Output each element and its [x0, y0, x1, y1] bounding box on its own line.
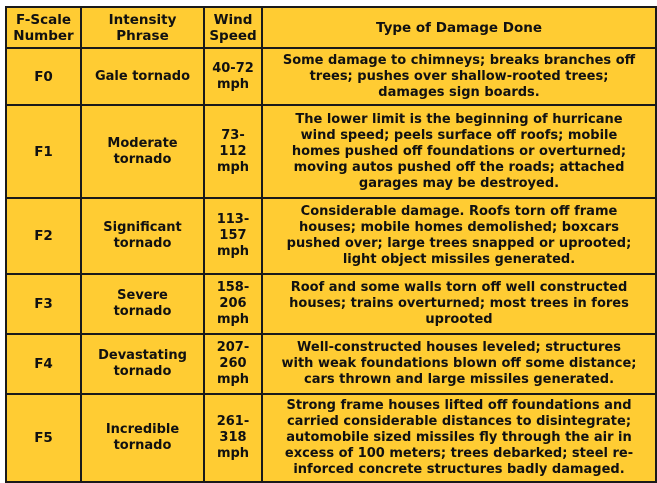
cell-line: Roof and some walls torn off well constructed [290, 280, 628, 295]
intensity-phrase-cell [81, 105, 204, 198]
damage-description-cell [262, 394, 656, 482]
intensity-phrase-cell [81, 48, 204, 105]
header-row [6, 7, 656, 48]
damage-description-cell [262, 334, 656, 394]
header-text: Speed [209, 27, 257, 44]
header-text: F-Scale [15, 11, 72, 28]
header-wind-speed [204, 7, 262, 48]
header-damage-type [262, 7, 656, 48]
cell-line: homes pushed off foundations or overturned; [291, 143, 627, 159]
intensity-phrase-cell [81, 334, 204, 394]
cell-line: automobile sized missiles fly through the air in [286, 430, 632, 445]
fscale-number-cell: F1 [6, 105, 81, 198]
cell-line: pushed over; large trees snapped or uprooted; [286, 236, 632, 251]
damage-description-cell [262, 198, 656, 274]
cell-line: mph [216, 312, 250, 327]
cell-line: excess of 100 meters; trees debarked; steel re- [284, 446, 634, 461]
intensity-phrase-cell [81, 274, 204, 334]
wind-speed-cell [204, 334, 262, 394]
wind-speed-cell [204, 48, 262, 105]
cell-line: uprooted [425, 312, 493, 327]
cell-line: tornado [113, 438, 172, 453]
cell-line: Moderate [107, 135, 178, 151]
intensity-phrase-cell [81, 394, 204, 482]
fscale-number-cell: F5 [6, 394, 81, 482]
intensity-phrase-cell [81, 198, 204, 274]
fscale-number-cell: F2 [6, 198, 81, 274]
cell-line: carried considerable distances to disintegrate; [286, 414, 632, 429]
fscale-number-cell: F3 [6, 274, 81, 334]
cell-line: tornado [113, 364, 172, 379]
cell-line: tornado [113, 304, 172, 319]
cell-line: tornado [113, 151, 172, 167]
header-text: Intensity [108, 11, 177, 28]
cell-line: Significant [103, 220, 182, 235]
damage-description-cell [262, 274, 656, 334]
header-text: Wind [213, 11, 253, 28]
table-row-f5 [6, 394, 656, 482]
cell-line: 206 [219, 296, 247, 311]
cell-line: 261- [216, 414, 250, 429]
cell-line: houses; mobile homes demolished; boxcars [299, 220, 619, 235]
cell-line: Some damage to chimneys; breaks branches off [282, 52, 636, 68]
header-text: Number [13, 27, 74, 44]
table-row-f4 [6, 334, 656, 394]
wind-speed-cell [204, 274, 262, 334]
cell-line: 318 [219, 430, 247, 445]
damage-description-cell [262, 48, 656, 105]
damage-description-cell [262, 105, 656, 198]
cell-line: cars thrown and large missiles generated. [303, 372, 615, 387]
cell-line: Considerable damage. Roofs torn off frame [300, 204, 618, 219]
cell-line: moving autos pushed off the roads; attached [293, 159, 625, 175]
cell-line: 40-72 [212, 60, 254, 76]
cell-line: 158- [216, 280, 250, 295]
cell-line: Well-constructed houses leveled; structures [297, 340, 621, 355]
wind-speed-cell [204, 198, 262, 274]
cell-line: with weak foundations blown off some distance; [281, 356, 637, 371]
cell-line: 157 [219, 228, 247, 243]
table-row-f0 [6, 48, 656, 105]
header-fscale-number [6, 7, 81, 48]
cell-line: 73- [221, 127, 245, 143]
cell-line: 112 [219, 143, 247, 159]
cell-line: mph [216, 244, 250, 259]
cell-line: inforced concrete structures badly damaged. [293, 462, 625, 477]
fujita-scale-table [5, 6, 657, 483]
fscale-number-cell: F0 [6, 48, 81, 105]
cell-line: Gale tornado [94, 68, 191, 84]
cell-line: light object missiles generated. [342, 252, 576, 267]
cell-line: garages may be destroyed. [358, 175, 560, 191]
header-intensity-phrase [81, 7, 204, 48]
cell-line: Strong frame houses lifted off foundations and [286, 398, 632, 413]
fscale-number-cell: F4 [6, 334, 81, 394]
cell-line: wind speed; peels surface off roofs; mobile [300, 127, 618, 143]
fujita-scale-table-container [5, 6, 657, 483]
cell-line: mph [216, 372, 250, 387]
table-row-f2 [6, 198, 656, 274]
cell-line: 260 [219, 356, 247, 371]
header-text: Phrase [116, 27, 169, 44]
cell-line: 207- [216, 340, 250, 355]
table-row-f1 [6, 105, 656, 198]
cell-line: Severe [117, 288, 168, 303]
wind-speed-cell [204, 394, 262, 482]
cell-line: mph [216, 76, 250, 92]
cell-line: Incredible [105, 422, 180, 437]
cell-line: mph [216, 446, 250, 461]
header-text: Type of Damage Done [375, 19, 543, 36]
cell-line: damages sign boards. [378, 84, 540, 100]
cell-line: mph [216, 159, 250, 175]
wind-speed-cell [204, 105, 262, 198]
table-row-f3 [6, 274, 656, 334]
cell-line: tornado [113, 236, 172, 251]
cell-line: The lower limit is the beginning of hurricane [295, 111, 623, 127]
cell-line: 113- [216, 212, 250, 227]
cell-line: houses; trains overturned; most trees in fores [289, 296, 629, 311]
cell-line: trees; pushes over shallow-rooted trees; [309, 68, 609, 84]
cell-line: Devastating [98, 348, 187, 363]
